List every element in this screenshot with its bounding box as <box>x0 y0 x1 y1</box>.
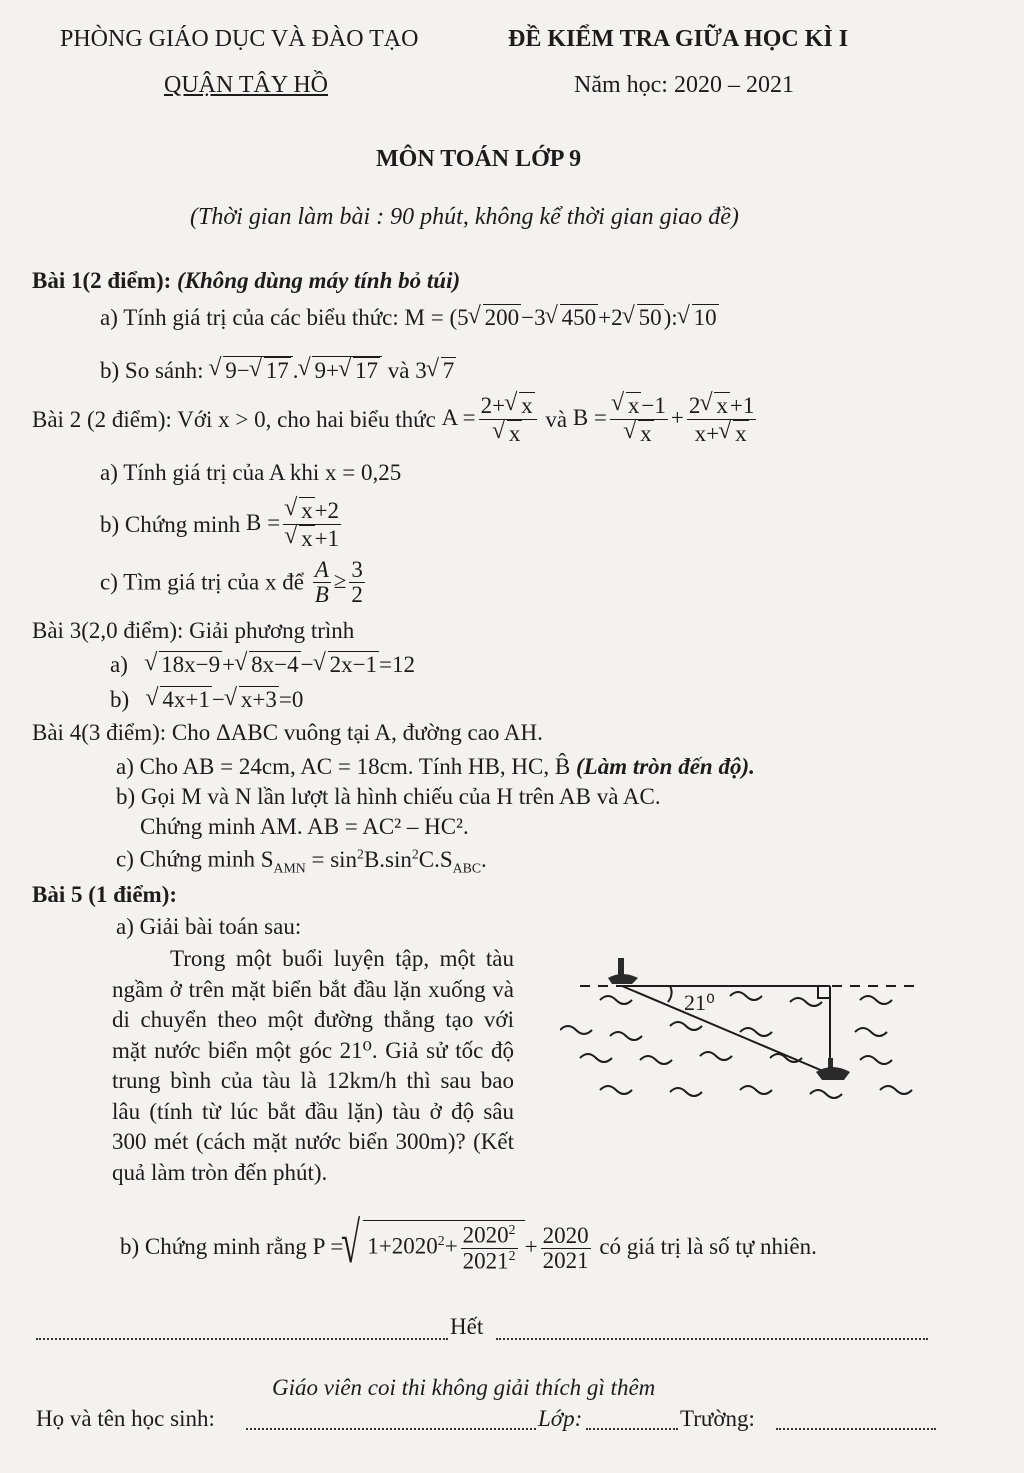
end-dots-right <box>496 1338 928 1340</box>
bai4-a-angle: B̂ <box>554 754 571 779</box>
bai2-title: Bài 2 (2 điểm): Với x > 0, cho hai biểu thức <box>32 406 436 432</box>
submarine-surface-icon <box>608 958 638 984</box>
bai2-b <box>100 497 344 553</box>
bai3-a-label: a) <box>110 652 128 677</box>
bai1-b-and: và <box>387 358 410 383</box>
bai1-title: Bài 1(2 điểm): <box>32 268 172 293</box>
bai1-b-formula2: 3√ 7 <box>415 358 456 383</box>
bai2-b-text: b) Chứng minh <box>100 511 241 537</box>
time-note: (Thời gian làm bài : 90 phút, không kể thời gian giao đề) <box>190 204 739 230</box>
bai2-c-formula: $\frac{A}{B}$ ≥ $\frac{3}{2}$ <box>314 557 363 608</box>
student-name-label: Họ và tên học sinh: <box>36 1406 215 1431</box>
bai3-b-label: b) <box>110 687 130 712</box>
end-marker: Hết <box>450 1314 484 1339</box>
end-dots-left <box>36 1338 448 1340</box>
department-name: PHÒNG GIÁO DỤC VÀ ĐÀO TẠO <box>60 26 419 52</box>
bai5-b <box>120 1220 817 1274</box>
submarine-depth-icon <box>816 1058 850 1080</box>
bai1-b-text: b) So sánh: <box>100 358 204 383</box>
bai5-problem: Trong một buổi luyện tập, một tàu ngầm ở trên mặt biển bắt đầu lặn xuống và di chuyển theo một đường thẳng tạo với mặt nước biển một góc 21⁰. Giả sử tốc độ trung bình của tàu là 12km/h thì sau bao lâu (tính từ lúc bắt đầu lặn) tàu ở độ sâu 300 mét (cách mặt nước biển 300m)? (Kết quả làm tròn đến phút). <box>112 946 514 1185</box>
proctor-note: Giáo viên coi thi không giải thích gì thêm <box>272 1375 656 1400</box>
bai1-a-formula: (5√ 200−3√ 450+2√ 50):√ 10 <box>449 305 718 330</box>
class-field <box>586 1428 678 1430</box>
class-label: Lớp: <box>538 1406 583 1431</box>
bai5-a: a) Giải bài toán sau: <box>116 914 302 939</box>
bai3-title: Bài 3(2,0 điểm): Giải phương trình <box>32 618 355 643</box>
figure-angle-label: 21⁰ <box>684 990 715 1015</box>
bai2-expr-a: A = 2+√ x √ x <box>442 405 540 430</box>
student-name-field <box>246 1428 536 1430</box>
bai1-heading <box>32 268 460 294</box>
bai4-a-note: (Làm tròn đến độ). <box>575 754 755 779</box>
bai2-and: và <box>545 406 568 432</box>
bai4-b: b) Gọi M và N lần lượt là hình chiếu của H trên AB và AC. <box>116 784 661 809</box>
bai3-b <box>110 686 303 713</box>
exam-title: ĐỀ KIỂM TRA GIỮA HỌC KÌ I <box>508 26 849 52</box>
bai4-a <box>116 754 755 780</box>
bai5-title: Bài 5 (1 điểm): <box>32 882 178 907</box>
submarine-figure <box>560 940 930 1110</box>
bai2-a: a) Tính giá trị của A khi x = 0,25 <box>100 460 402 485</box>
bai3-b-formula: √ 4x+1−√ x+3=0 <box>146 687 303 712</box>
subject-title: MÔN TOÁN LỚP 9 <box>376 146 582 172</box>
bai2-b-formula: B = √ x+2 √ x+1 <box>246 510 344 535</box>
bai2-c <box>100 558 368 607</box>
bai2-expr-b: B = √ x−1 √ x + $\frac{2√ x+1}{x+√ x}$ <box>573 405 760 430</box>
bai1-a <box>100 304 719 331</box>
bai5-b-tail: có giá trị là số tự nhiên. <box>599 1233 817 1259</box>
bai3-a-formula: √ 18x−9+√ 8x−4−√ 2x−1=12 <box>145 652 415 677</box>
bai1-note: (Không dùng máy tính bỏ túi) <box>177 268 461 293</box>
bai4-a-text: a) Cho AB = 24cm, AC = 18cm. Tính HB, HC, <box>116 754 550 779</box>
school-field <box>776 1428 936 1430</box>
bai4-c-formula: $S_{AMN} = \sin^2B.\sin^2C.S_{ABC}$. <box>260 846 487 876</box>
bai4-b2: Chứng minh AM. AB = AC² – HC². <box>140 814 469 839</box>
bai4-c-text: c) Chứng minh <box>116 846 255 872</box>
school-year: Năm học: 2020 – 2021 <box>574 72 794 98</box>
bai4-c <box>116 846 487 876</box>
district-name: QUẬN TÂY HỒ <box>164 72 328 98</box>
school-label: Trường: <box>680 1406 755 1431</box>
bai3-a <box>110 651 415 678</box>
bai1-b-formula: √ 9−√ 17 .√ 9+√ 17 <box>209 358 382 383</box>
bai1-b <box>100 356 456 384</box>
bai2-c-text: c) Tìm giá trị của x để <box>100 569 304 595</box>
bai2-heading <box>32 392 759 448</box>
bai5-b-text: b) Chứng minh rằng <box>120 1233 307 1259</box>
bai5-b-formula: P =√ $1+2020^2+$ $\frac{2020^2}{2021^2}$ + $\frac{2020}{2021}$ <box>313 1234 594 1259</box>
bai4-title: Bài 4(3 điểm): Cho ΔABC vuông tại A, đường cao AH. <box>32 720 543 745</box>
bai1-a-text: a) Tính giá trị của các biểu thức: M = <box>100 305 444 330</box>
